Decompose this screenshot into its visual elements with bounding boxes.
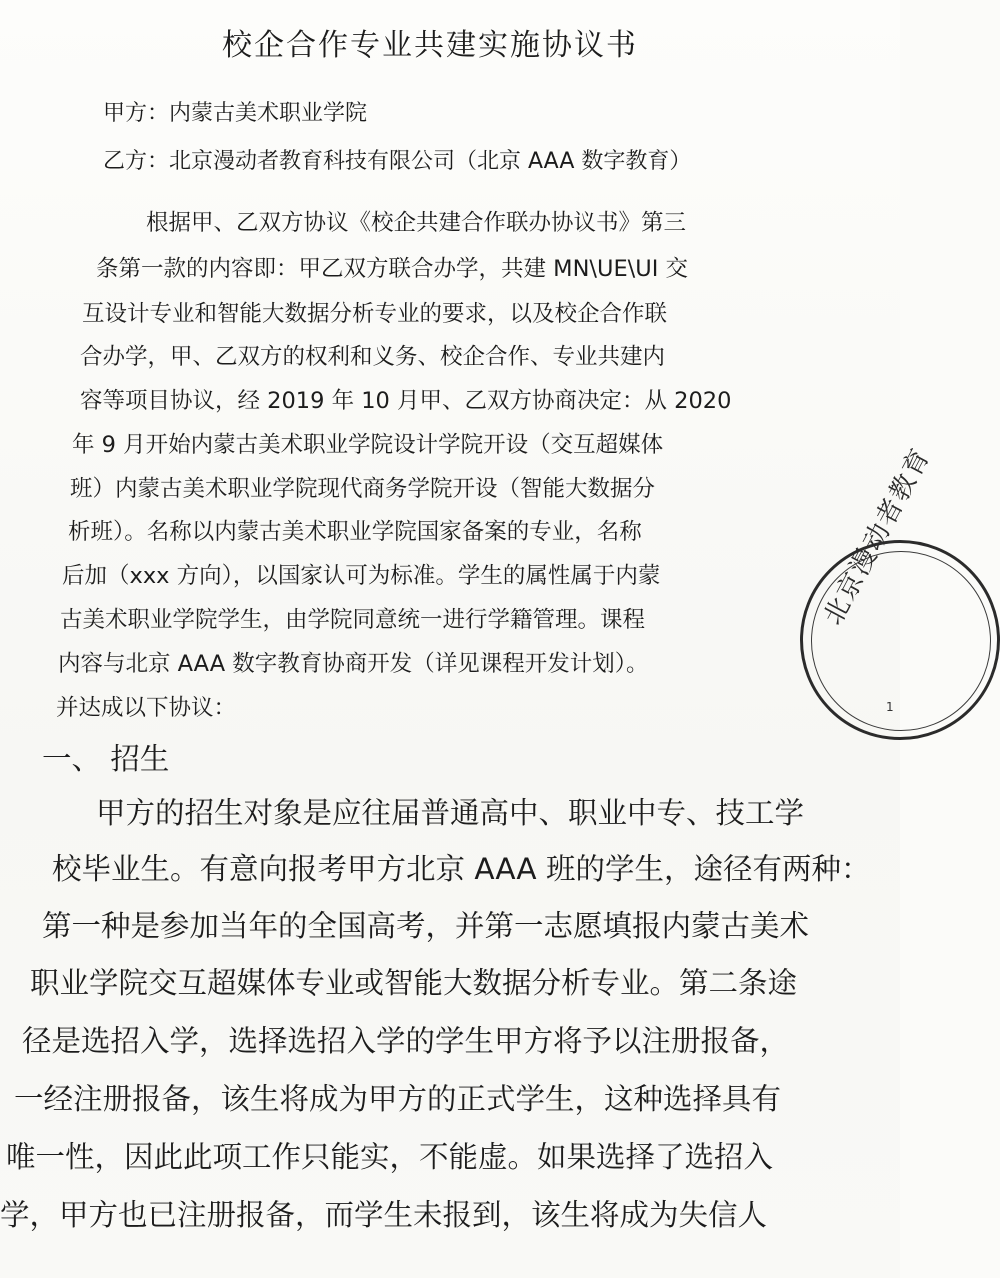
intro-line: 内容与北京 AAA 数字教育协商开发（详见课程开发计划）。 <box>58 651 649 677</box>
section-line: 职业学院交互超媒体专业或智能大数据分析专业。第二条途 <box>30 966 798 1000</box>
intro-line: 析班）。名称以内蒙古美术职业学院国家备案的专业，名称 <box>68 519 642 545</box>
section-line: 一经注册报备，该生将成为甲方的正式学生，这种选择具有 <box>14 1082 782 1116</box>
section-line: 校毕业生。有意向报考甲方北京 AAA 班的学生，途径有两种： <box>52 852 871 886</box>
intro-line: 后加（xxx 方向），以国家认可为标准。学生的属性属于内蒙 <box>62 563 661 589</box>
company-seal <box>800 442 1000 740</box>
party-a: 甲方：内蒙古美术职业学院 <box>103 101 368 126</box>
section-line: 甲方的招生对象是应往届普通高中、职业中专、技工学 <box>96 796 805 830</box>
party-b: 乙方：北京漫动者教育科技有限公司（北京 AAA 数字教育） <box>103 149 692 174</box>
section-heading: 一、 招生 <box>42 742 170 776</box>
section-line: 唯一性，因此此项工作只能实，不能虚。如果选择了选招入 <box>6 1140 774 1174</box>
document-title: 校企合作专业共建实施协议书 <box>222 28 638 63</box>
intro-line: 古美术职业学院学生，由学院同意统一进行学籍管理。课程 <box>60 607 646 633</box>
intro-line: 互设计专业和智能大数据分析专业的要求，以及校企合作联 <box>82 301 668 327</box>
page-mark: 1 <box>886 700 894 714</box>
section-line: 第一种是参加当年的全国高考，并第一志愿填报内蒙古美术 <box>42 909 810 943</box>
intro-line: 并达成以下协议： <box>56 695 237 721</box>
intro-line: 条第一款的内容即：甲乙双方联合办学，共建 MN\UE\UI 交 <box>96 256 688 282</box>
section-line: 学，甲方也已注册报备，而学生未报到，该生将成为失信人 <box>0 1198 768 1232</box>
intro-line: 合办学，甲、乙双方的权利和义务、校企合作、专业共建内 <box>80 344 666 370</box>
intro-line: 班）内蒙古美术职业学院现代商务学院开设（智能大数据分 <box>70 476 656 502</box>
intro-line: 年 9 月开始内蒙古美术职业学院设计学院开设（交互超媒体 <box>72 432 664 458</box>
seal-text: 北京漫动者教育 <box>818 442 937 630</box>
section-line: 径是选招入学，选择选招入学的学生甲方将予以注册报备， <box>22 1024 790 1058</box>
intro-line: 容等项目协议，经 2019 年 10 月甲、乙双方协商决定：从 2020 <box>80 388 732 414</box>
intro-line: 根据甲、乙双方协议《校企共建合作联办协议书》第三 <box>146 210 687 236</box>
